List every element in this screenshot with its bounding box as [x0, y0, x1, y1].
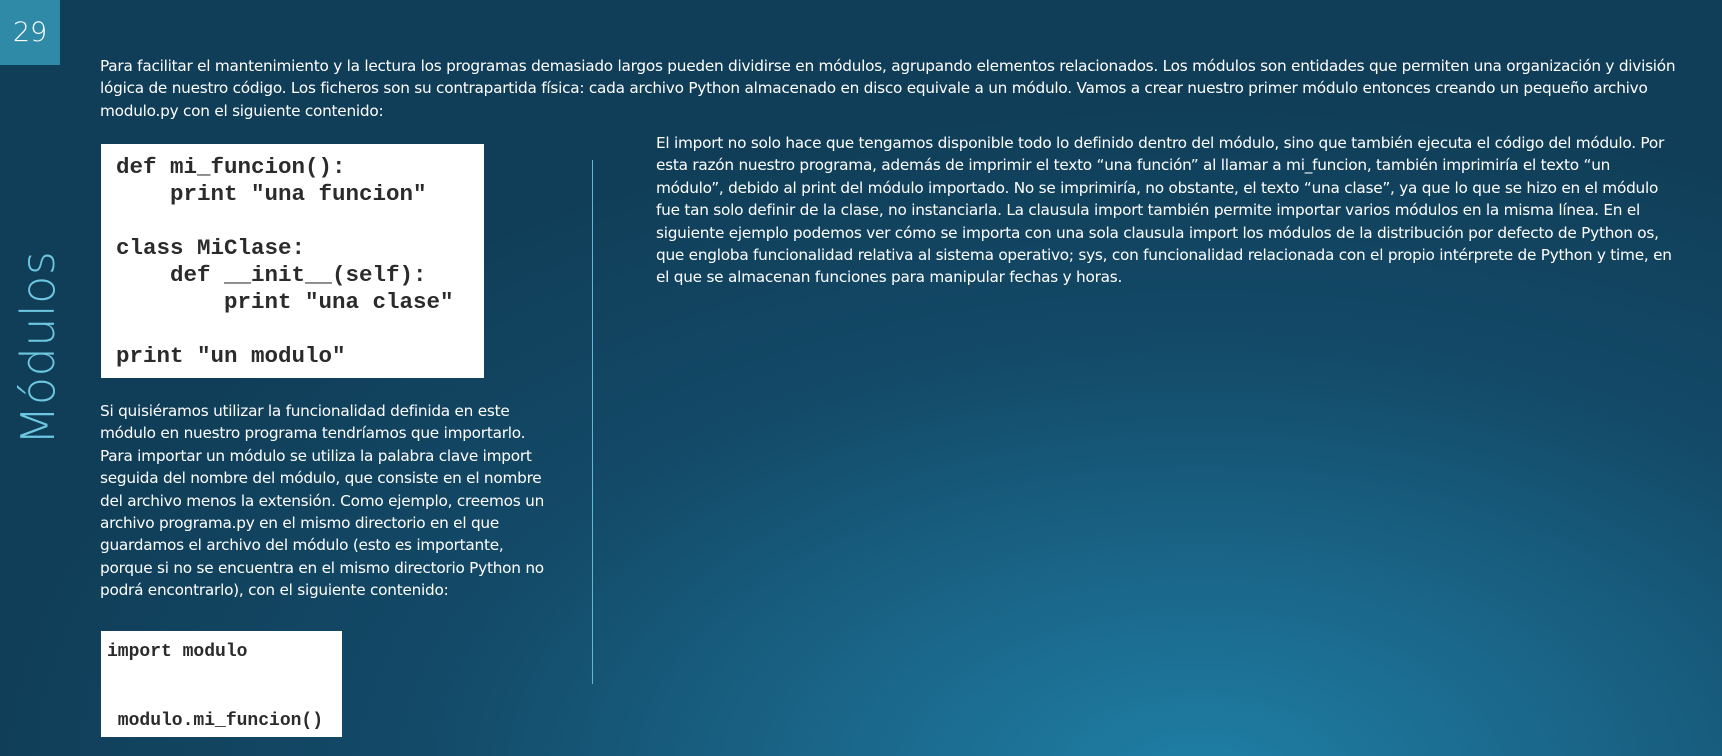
module-code-block: def mi_funcion(): print "una funcion" class MiClase: def __init__(self): print "una clase" print "un modulo" [101, 144, 484, 378]
program-code-block: import modulo modulo.mi_funcion() [101, 631, 342, 737]
intro-paragraph: Para facilitar el mantenimiento y la lectura los programas demasiado largos pueden dividirse en módulos, agrupando elementos relacionados. Los módulos son entidades que permiten una organización y división lógica de nuestro código. Los ficheros son su contrapartida física: cada archivo Python almacenado en disco equivale a un módulo. Vamos a crear nuestro primer módulo entonces creando un pequeño archivo modulo.py con el siguiente contenido: [100, 57, 1676, 120]
slide-title: Módulos [11, 250, 65, 446]
column-divider [592, 160, 593, 684]
slide-number: 29 [0, 0, 60, 65]
import-explanation-paragraph: Si quisiéramos utilizar la funcionalidad definida en este módulo en nuestro programa tendríamos que importarlo. Para importar un módulo se utiliza la palabra clave import seguida del nombre del módulo, que consiste en el nombre del archivo menos la extensión. Como ejemplo, creemos un archivo programa.py en el mismo directorio en el que guardamos el archivo del módulo (esto es importante, porque si no se encuentra en el mismo directorio Python no podrá encontrarlo), con el siguiente contenido: [100, 402, 545, 600]
import-behavior-paragraph: El import no solo hace que tengamos disponible todo lo definido dentro del módulo, sino que también ejecuta el código del módulo. Por esta razón nuestro programa, además de imprimir el texto “una función” al llamar a mi_funcion, también imprimiría el texto “un módulo”, debido al print del módulo importado. No se imprimiría, no obstante, el texto “una clase”, ya que lo que se hizo en el módulo fue tan solo definir de la clase, no instanciarla. La clausula import también permite importar varios módulos en la misma línea. En el siguiente ejemplo podemos ver cómo se importa con una sola clausula import los módulos de la distribución por defecto de Python os, que engloba funcionalidad relativa al sistema operativo; sys, con funcionalidad relacionada con el propio intérprete de Python y time, en el que se almacenan funciones para manipular fechas y horas. [656, 134, 1672, 287]
